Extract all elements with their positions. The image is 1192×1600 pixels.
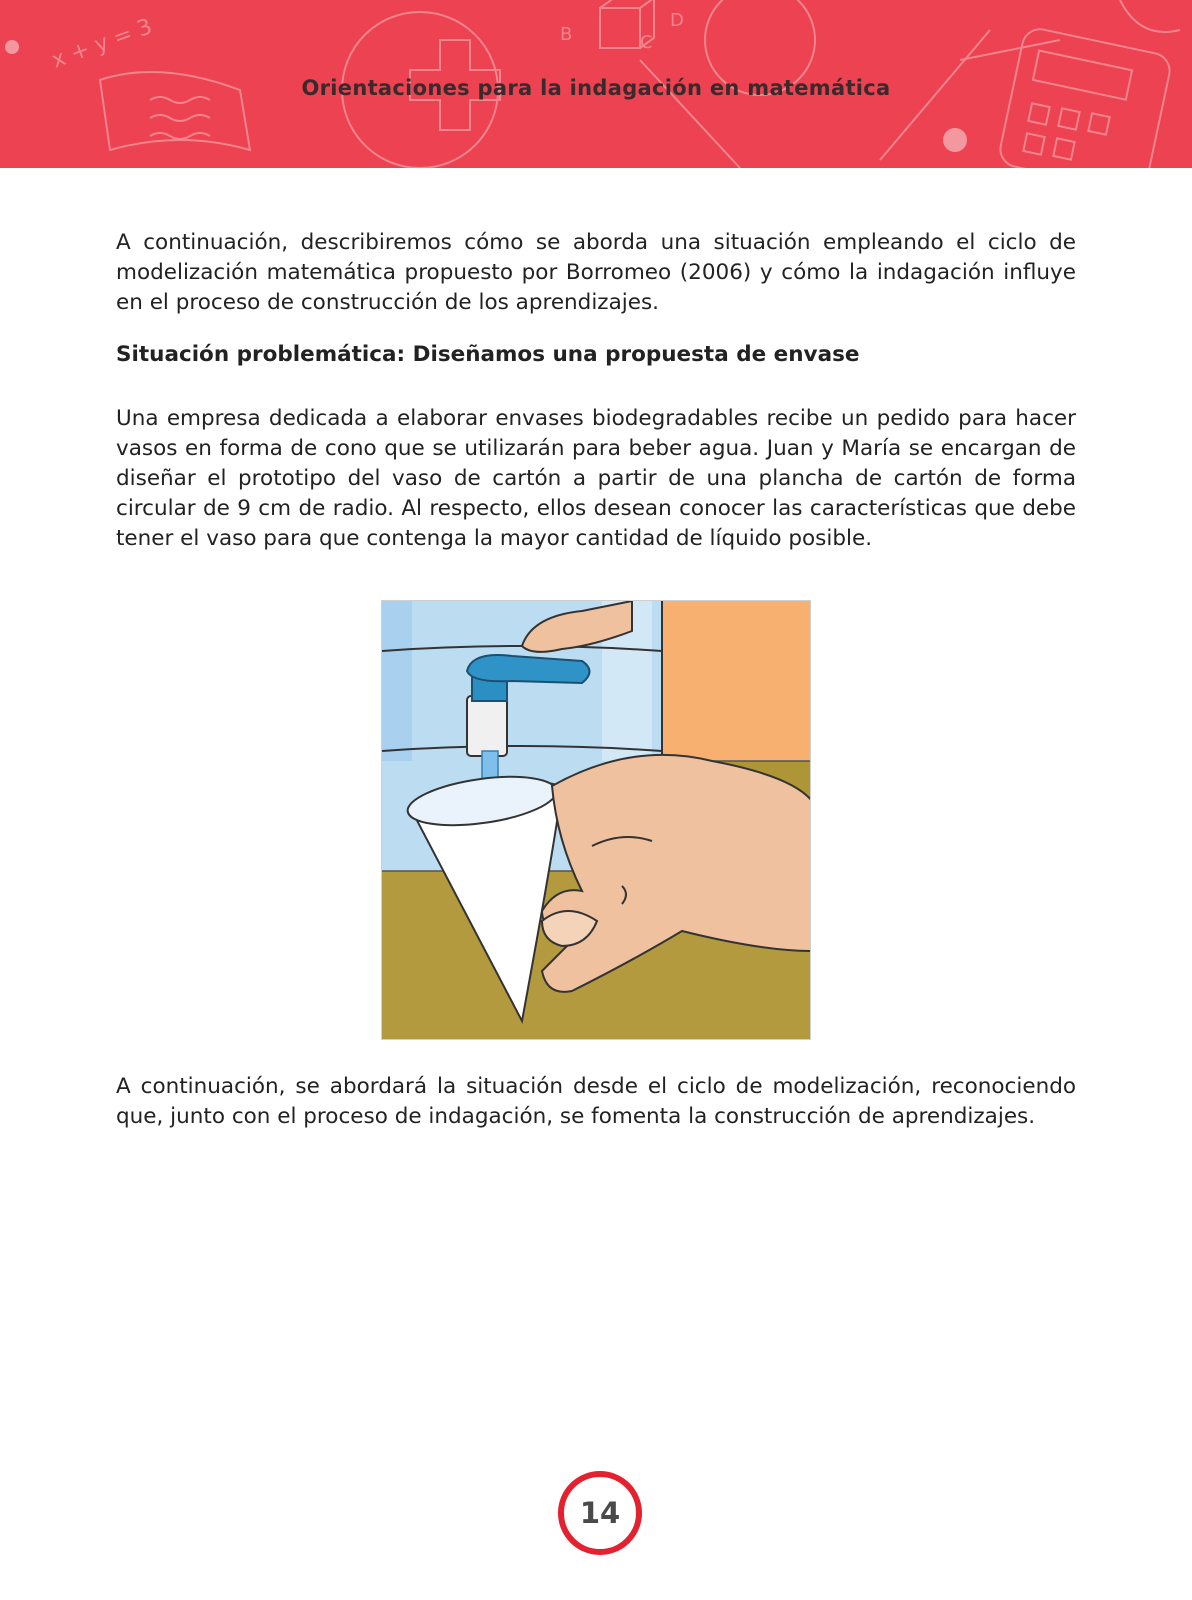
problem-paragraph-block bbox=[116, 404, 1076, 554]
intro-paragraph: A continuación, describiremos cómo se aborda una situación empleando el ciclo de modelización matemática propuesto por Borromeo (2006) y cómo la indagación influye en el proceso de construcción de los aprendizajes. bbox=[116, 230, 1076, 315]
cone-cup-illustration bbox=[381, 600, 811, 1040]
closing-paragraph-block bbox=[116, 1072, 1076, 1132]
header-title: Orientaciones para la indagación en matemática bbox=[301, 76, 891, 100]
closing-paragraph: A continuación, se abordará la situación desde el ciclo de modelización, reconociendo que, junto con el proceso de indagación, se fomenta la construcción de aprendizajes. bbox=[116, 1074, 1076, 1129]
page-number-badge bbox=[557, 1470, 643, 1556]
intro-paragraph-block bbox=[116, 228, 1076, 318]
svg-text:C: C bbox=[640, 32, 653, 53]
page-header bbox=[0, 0, 1192, 168]
problem-heading: Situación problemática: Diseñamos una propuesta de envase bbox=[116, 342, 860, 367]
svg-text:B: B bbox=[560, 24, 573, 45]
water-dispenser-cone-cup-image bbox=[382, 601, 811, 1040]
problem-paragraph: Una empresa dedicada a elaborar envases biodegradables recibe un pedido para hacer vasos en forma de cono que se utilizarán para beber agua. Juan y María se encargan de diseñar el prototipo del vaso de cartón a partir de una plancha de cartón de forma circular de 9 cm de radio. Al respecto, ellos desean conocer las características que debe tener el vaso para que contenga la mayor cantidad de líquido posible. bbox=[116, 406, 1076, 551]
svg-text:x + y = 3: x + y = 3 bbox=[48, 14, 156, 74]
svg-text:D: D bbox=[670, 10, 684, 31]
page-number: 14 bbox=[579, 1496, 621, 1530]
problem-heading-block bbox=[116, 340, 1076, 370]
